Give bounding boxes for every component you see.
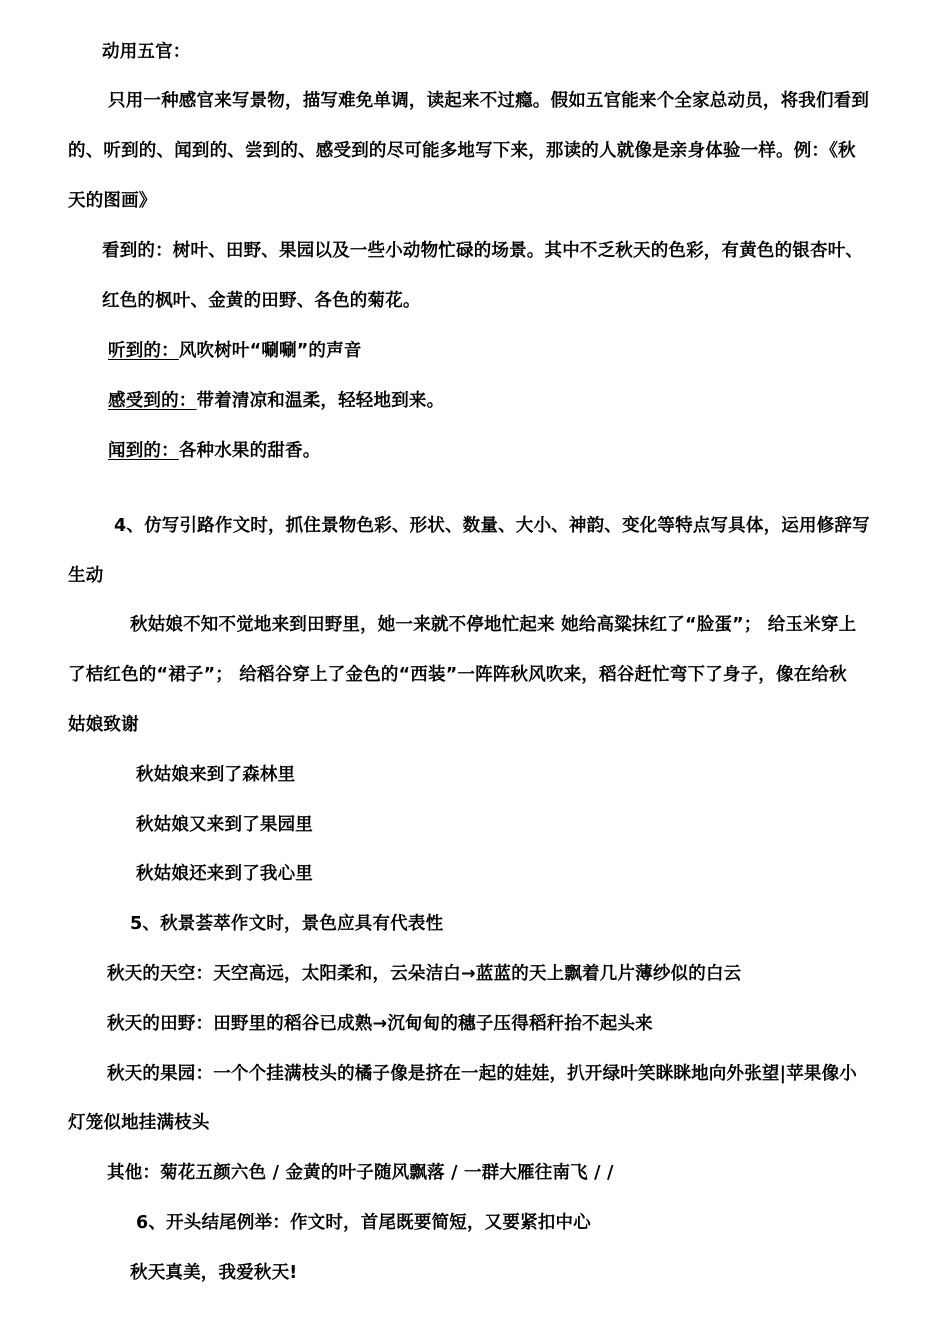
- section5-other: 其他：菊花五颜六色 / 金黄的叶子随风飘落 / 一群大雁往南飞 / /: [107, 1163, 614, 1183]
- smelled-text: 各种水果的甜香。: [178, 441, 321, 461]
- smelled-line: [108, 438, 320, 464]
- section4-heading-line-2: 生动: [68, 566, 104, 586]
- heard-label: 听到的：: [108, 341, 179, 361]
- senses-heading: 动用五官：: [102, 42, 191, 62]
- section4-item-2: 秋姑娘又来到了果园里: [136, 815, 313, 835]
- section5-heading: 5、秋景荟萃作文时，景色应具有代表性: [130, 914, 444, 934]
- section4-item-1: 秋姑娘来到了森林里: [136, 765, 296, 785]
- felt-line: [108, 388, 444, 414]
- section4-heading-line-1: 4、仿写引路作文时，抓住景物色彩、形状、数量、大小、神韵、变化等特点写具体，运用修辞写: [114, 516, 870, 536]
- section4-item-3: 秋姑娘还来到了我心里: [136, 864, 313, 884]
- section5-sky: 秋天的天空：天空高远，太阳柔和，云朵洁白→蓝蓝的天上飘着几片薄纱似的白云: [107, 964, 742, 984]
- seen-line-2: 红色的枫叶、金黄的田野、各色的菊花。: [102, 291, 421, 311]
- senses-para-line-1: 只用一种感官来写景物，描写难免单调，读起来不过瘾。假如五官能来个全家总动员，将我们看到: [108, 91, 870, 111]
- section4-para-line-2: 了桔红色的“裙子”； 给稻谷穿上了金色的“西装”一阵阵秋风吹来，稻谷赶忙弯下了身子，像在给秋: [68, 665, 847, 685]
- section5-field: 秋天的田野：田野里的稻谷已成熟→沉甸甸的穗子压得稻秆抬不起头来: [107, 1014, 653, 1034]
- seen-line-1: 看到的：树叶、田野、果园以及一些小动物忙碌的场景。其中不乏秋天的色彩，有黄色的银杏叶、: [102, 241, 864, 261]
- section6-example: 秋天真美，我爱秋天!: [130, 1263, 298, 1283]
- section5-orchard-line-2: 灯笼似地挂满枝头: [68, 1113, 210, 1133]
- section6-heading: 6、开头结尾例举：作文时，首尾既要简短，又要紧扣中心: [136, 1213, 591, 1233]
- senses-para-line-3: 天的图画》: [68, 191, 157, 211]
- felt-label: 感受到的：: [108, 391, 197, 411]
- felt-text: 带着清凉和温柔，轻轻地到来。: [196, 391, 445, 411]
- senses-para-line-2: 的、听到的、闻到的、尝到的、感受到的尽可能多地写下来，那读的人就像是亲身体验一样。例：《秋: [68, 141, 856, 161]
- section5-orchard-line-1: 秋天的果园：一个个挂满枝头的橘子像是挤在一起的娃娃，扒开绿叶笑眯眯地向外张望|苹果像小: [107, 1064, 857, 1084]
- heard-text: 风吹树叶“唰唰”的声音: [178, 341, 362, 361]
- heard-line: [108, 338, 362, 364]
- section4-para-line-1: 秋姑娘不知不觉地来到田野里，她一来就不停地忙起来 她给高粱抹红了“脸蛋”； 给玉米穿上: [130, 615, 857, 635]
- smelled-label: 闻到的：: [108, 441, 179, 461]
- section4-para-line-3: 姑娘致谢: [68, 715, 139, 735]
